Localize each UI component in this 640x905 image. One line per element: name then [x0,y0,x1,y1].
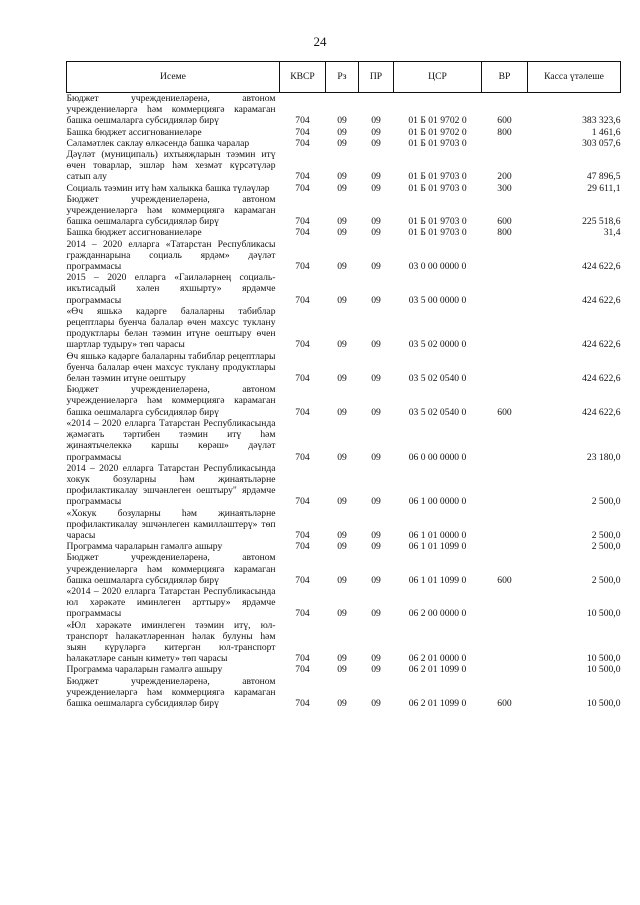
cell-amount: 1 461,6 [591,126,621,138]
cell-rz: 09 [337,574,347,586]
cell-name: 2014 – 2020 елларга «Татарстан Республикасы гражданнарына социаль ярдәм» дәүләт программасы [66,238,276,273]
cell-rz: 09 [337,608,347,620]
cell-csr: 01 Б 01 9702 0 [408,115,467,127]
header-amount: Касса үтәлеше [528,62,621,93]
cell-rz: 09 [337,529,347,541]
cell-amount: 424 622,6 [582,294,621,306]
cell-csr: 03 0 00 0000 0 [408,261,467,273]
cell-rz: 09 [337,339,347,351]
cell-pr: 09 [371,574,381,586]
cell-kvsr: 704 [295,339,310,351]
cell-amount: 2 500,0 [591,496,621,508]
cell-csr: 01 Б 01 9703 0 [408,137,467,149]
cell-name: «Өч яшькә кадәрге балаларны табиблар рецептлары буенча балалар өчен махсус туклану продуктлары белән тәэмин итүне оештыру өчен шартлар тудыру» төп чарасы [66,305,276,351]
cell-pr: 09 [371,406,381,418]
cell-rz: 09 [337,115,347,127]
table-row [67,149,621,183]
budget-table [66,61,621,709]
table-row [67,541,621,552]
cell-kvsr: 704 [295,373,310,385]
cell-name: Бюджет учреждениеләренә, автоном учреждениеләргә һәм коммерциягә карамаган башка оешмаларга субсидияләр бирү [66,193,276,228]
cell-rz: 09 [337,373,347,385]
cell-amount: 31,4 [603,227,621,239]
table-row [67,552,621,586]
cell-kvsr: 704 [295,664,310,676]
table-row [67,272,621,306]
cell-name: «2014 – 2020 елларга Татарстан Республикасында җәмәгать тәртибен тәэмин итү һәм җинаятьчелеккә каршы көрәш» дәүләт программасы [66,417,276,463]
cell-rz: 09 [337,496,347,508]
cell-amount: 10 500,0 [586,608,621,620]
cell-name: Бюджет учреждениеләренә, автоном учреждениеләргә һәм коммерциягә карамаган башка оешмаларга субсидияләр бирү [66,384,276,418]
cell-vr [482,541,528,552]
table-row [67,306,621,351]
cell-kvsr: 704 [295,216,310,228]
table-row [67,676,621,710]
cell-kvsr: 704 [295,171,310,183]
cell-pr: 09 [371,653,381,665]
cell-amount: 424 622,6 [582,406,621,418]
cell-pr: 09 [371,664,381,676]
cell-pr: 09 [371,541,381,553]
cell-kvsr: 704 [295,227,310,239]
table-body [67,93,621,710]
cell-vr [482,620,528,665]
cell-vr: 600 [497,406,512,418]
cell-csr: 06 0 00 0000 0 [408,451,467,463]
cell-rz: 09 [337,171,347,183]
cell-pr: 09 [371,373,381,385]
table-row [67,127,621,138]
cell-name: Өч яшькә кадәрге балаларны табиблар рецептлары буенча балалар өчен махсус туклану продуктлары белән тәэмин итүне оештыру [66,350,276,385]
cell-amount: 383 323,6 [582,115,621,127]
cell-amount: 29 611,1 [587,182,621,194]
cell-rz: 09 [337,697,347,709]
cell-kvsr: 704 [295,126,310,138]
cell-rz: 09 [337,137,347,149]
cell-vr [482,664,528,675]
cell-rz: 09 [337,653,347,665]
table-row [67,664,621,675]
cell-name: Социаль тәэмин итү һәм халыкка башка түләүләр [66,182,270,194]
cell-amount: 424 622,6 [582,373,621,385]
cell-csr: 06 2 01 1099 0 [408,697,467,709]
cell-name: Башка бюджет ассигнованиеләре [66,227,202,239]
cell-amount: 2 500,0 [591,541,621,553]
cell-kvsr: 704 [295,294,310,306]
table-row [67,138,621,149]
cell-amount: 2 500,0 [591,574,621,586]
cell-vr: 600 [497,574,512,586]
cell-vr [482,508,528,542]
cell-vr: 600 [497,216,512,228]
cell-pr: 09 [371,608,381,620]
cell-vr [482,239,528,273]
cell-name: Башка бюджет ассигнованиеләре [66,126,202,138]
cell-csr: 06 1 01 0000 0 [408,529,467,541]
cell-name: Программа чараларын гамәлгә ашыру [66,664,223,676]
cell-csr: 01 Б 01 9703 0 [408,216,467,228]
cell-csr: 03 5 02 0000 0 [408,339,467,351]
cell-amount: 2 500,0 [591,529,621,541]
cell-pr: 09 [371,126,381,138]
cell-rz: 09 [337,261,347,273]
table-row [67,508,621,542]
table-row [67,239,621,273]
cell-name: Бюджет учреждениеләренә, автоном учреждениеләргә һәм коммерциягә карамаган башка оешмаларга субсидияләр бирү [66,552,276,586]
cell-rz: 09 [337,451,347,463]
cell-kvsr: 704 [295,406,310,418]
cell-rz: 09 [337,182,347,194]
cell-name: «Юл хәрәкәте иминлеген тәэмин итү, юл-транспорт һәлакәтләреннән һәлак булуны һәм зыян күрүләргә китергән юл-транспорт һәлакәтләре санын кимету» төп чарасы [66,619,276,665]
header-rz: Рз [326,62,359,93]
cell-kvsr: 704 [295,529,310,541]
cell-vr [482,586,528,620]
cell-csr: 06 2 01 0000 0 [408,653,467,665]
cell-rz: 09 [337,294,347,306]
cell-pr: 09 [371,182,381,194]
page-number: 24 [313,34,327,49]
cell-name: 2014 – 2020 елларга Татарстан Республикасында хокук бозуларны һәм җинаятьләрне профилактикалау эшчәнлеген оештыру" ярдәмче программасы [66,462,276,508]
table-row [67,183,621,194]
cell-csr: 06 1 01 1099 0 [408,574,467,586]
cell-csr: 03 5 02 0540 0 [408,406,467,418]
table-row [67,586,621,620]
cell-vr: 200 [497,171,512,183]
cell-pr: 09 [371,115,381,127]
cell-rz: 09 [337,126,347,138]
cell-csr: 01 Б 01 9703 0 [408,182,467,194]
cell-amount: 23 180,0 [586,451,621,463]
table-row [67,227,621,238]
table-row [67,384,621,418]
cell-csr: 01 Б 01 9702 0 [408,126,467,138]
cell-pr: 09 [371,529,381,541]
cell-pr: 09 [371,137,381,149]
cell-pr: 09 [371,697,381,709]
cell-vr [482,272,528,306]
cell-kvsr: 704 [295,115,310,127]
cell-pr: 09 [371,451,381,463]
cell-rz: 09 [337,406,347,418]
header-pr: ПР [359,62,394,93]
cell-vr [482,418,528,463]
cell-kvsr: 704 [295,137,310,149]
table-row [67,194,621,228]
cell-amount: 424 622,6 [582,261,621,273]
cell-name: Сәламәтлек саклау өлкәсендә башка чаралар [66,137,250,149]
cell-name: Дәүләт (муниципаль) ихтыяҗларын тәэмин итү өчен товарлар, эшләр һәм хезмәт күрсәтүләр сатып алу [66,149,276,183]
cell-pr: 09 [371,216,381,228]
table-row [67,463,621,508]
cell-csr: 01 Б 01 9703 0 [408,227,467,239]
cell-name: «2014 – 2020 елларга Татарстан Республикасында юл хәрәкәте иминлеген арттыру» ярдәмче программасы [66,585,276,620]
cell-rz: 09 [337,227,347,239]
cell-amount: 47 896,5 [586,171,621,183]
table-row [67,351,621,385]
cell-kvsr: 704 [295,541,310,553]
cell-name: 2015 – 2020 елларга «Гаиләләрнең социаль-икътисадый хәлен яхшырту» ярдәмче программасы [66,272,276,306]
cell-kvsr: 704 [295,182,310,194]
cell-pr: 09 [371,171,381,183]
cell-vr: 800 [497,126,512,138]
header-name: Исеме [67,62,280,93]
table-row [67,93,621,127]
cell-pr: 09 [371,261,381,273]
cell-vr [482,351,528,385]
cell-vr [482,138,528,149]
cell-vr [482,306,528,351]
table-row [67,620,621,665]
table-row [67,418,621,463]
cell-pr: 09 [371,496,381,508]
cell-csr: 06 2 00 0000 0 [408,608,467,620]
cell-kvsr: 704 [295,496,310,508]
header-vr: ВР [482,62,528,93]
cell-name: Бюджет учреждениеләренә, автоном учреждениеләргә һәм коммерциягә карамаган башка оешмаларга субсидияләр бирү [66,93,276,127]
cell-vr: 300 [497,182,512,194]
cell-rz: 09 [337,216,347,228]
cell-csr: 03 5 00 0000 0 [408,294,467,306]
cell-kvsr: 704 [295,451,310,463]
cell-csr: 06 1 00 0000 0 [408,496,467,508]
cell-pr: 09 [371,294,381,306]
cell-amount: 10 500,0 [586,664,621,676]
cell-pr: 09 [371,339,381,351]
cell-name: Бюджет учреждениеләренә, автоном учреждениеләргә һәм коммерциягә карамаган башка оешмаларга субсидияләр бирү [66,675,276,709]
cell-amount: 225 518,6 [582,216,621,228]
header-kvsr: КВСР [280,62,326,93]
cell-rz: 09 [337,664,347,676]
cell-vr: 600 [497,697,512,709]
table-header-row [67,62,621,93]
cell-kvsr: 704 [295,574,310,586]
cell-name: Программа чараларын гамәлгә ашыру [66,541,223,553]
cell-name: «Хокук бозуларны һәм җинаятьләрне профилактикалау эшчәнлеген камилләштерү» төп чарасы [66,507,276,541]
cell-vr [482,463,528,508]
cell-kvsr: 704 [295,608,310,620]
cell-rz: 09 [337,541,347,553]
cell-csr: 03 5 02 0540 0 [408,373,467,385]
cell-amount: 10 500,0 [586,653,621,665]
cell-kvsr: 704 [295,261,310,273]
cell-kvsr: 704 [295,697,310,709]
header-csr: ЦСР [394,62,482,93]
cell-amount: 303 057,6 [582,137,621,149]
cell-csr: 06 1 01 1099 0 [408,541,467,553]
cell-csr: 06 2 01 1099 0 [408,664,467,676]
cell-csr: 01 Б 01 9703 0 [408,171,467,183]
cell-amount: 10 500,0 [586,697,621,709]
cell-pr: 09 [371,227,381,239]
cell-vr: 800 [497,227,512,239]
cell-vr: 600 [497,115,512,127]
cell-kvsr: 704 [295,653,310,665]
cell-amount: 424 622,6 [582,339,621,351]
